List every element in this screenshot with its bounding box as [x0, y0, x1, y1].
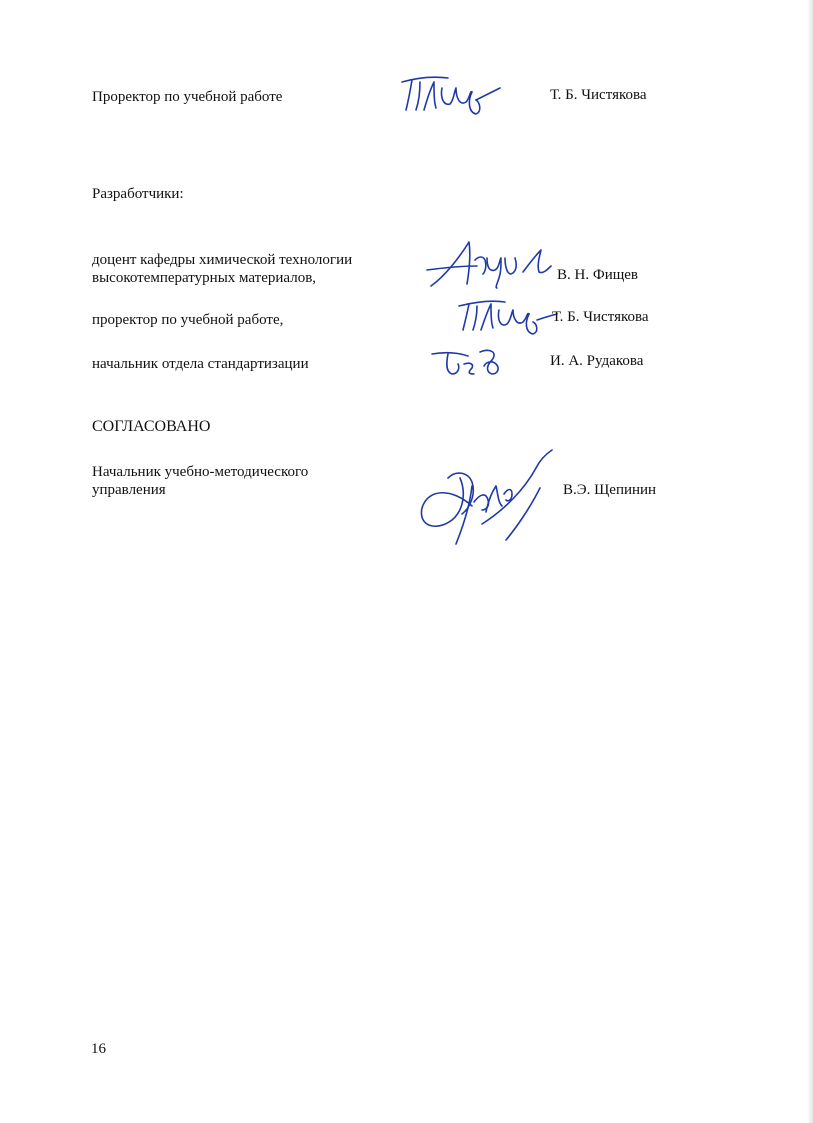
developer-2-role: проректор по учебной работе, — [92, 312, 284, 328]
developer-1-role-line1: доцент кафедры химической технологии — [92, 252, 353, 268]
agreed-name: В.Э. Щепинин — [563, 482, 657, 498]
scan-edge-shadow — [807, 0, 813, 1123]
page-number: 16 — [91, 1041, 106, 1057]
signature-rudakova — [428, 342, 508, 384]
approval-name: Т. Б. Чистякова — [550, 87, 647, 103]
developer-2-name: Т. Б. Чистякова — [552, 309, 649, 325]
developer-3-role: начальник отдела стандартизации — [92, 356, 309, 372]
approval-role: Проректор по учебной работе — [92, 89, 283, 105]
developer-1-name: В. Н. Фищев — [557, 267, 639, 283]
signature-fishchev — [425, 236, 555, 294]
signature-chistyakova-dev — [453, 294, 563, 340]
developer-1-role-line2: высокотемпературных материалов, — [92, 270, 317, 286]
developers-heading: Разработчики: — [92, 186, 184, 202]
agreed-role-line2: управления — [92, 482, 166, 498]
agreed-heading: СОГЛАСОВАНО — [92, 418, 211, 435]
developer-3-name: И. А. Рудакова — [550, 353, 644, 369]
signature-shchepinin — [412, 448, 562, 552]
signature-chistyakova-top — [398, 70, 508, 120]
agreed-role-line1: Начальник учебно-методического — [92, 464, 309, 480]
